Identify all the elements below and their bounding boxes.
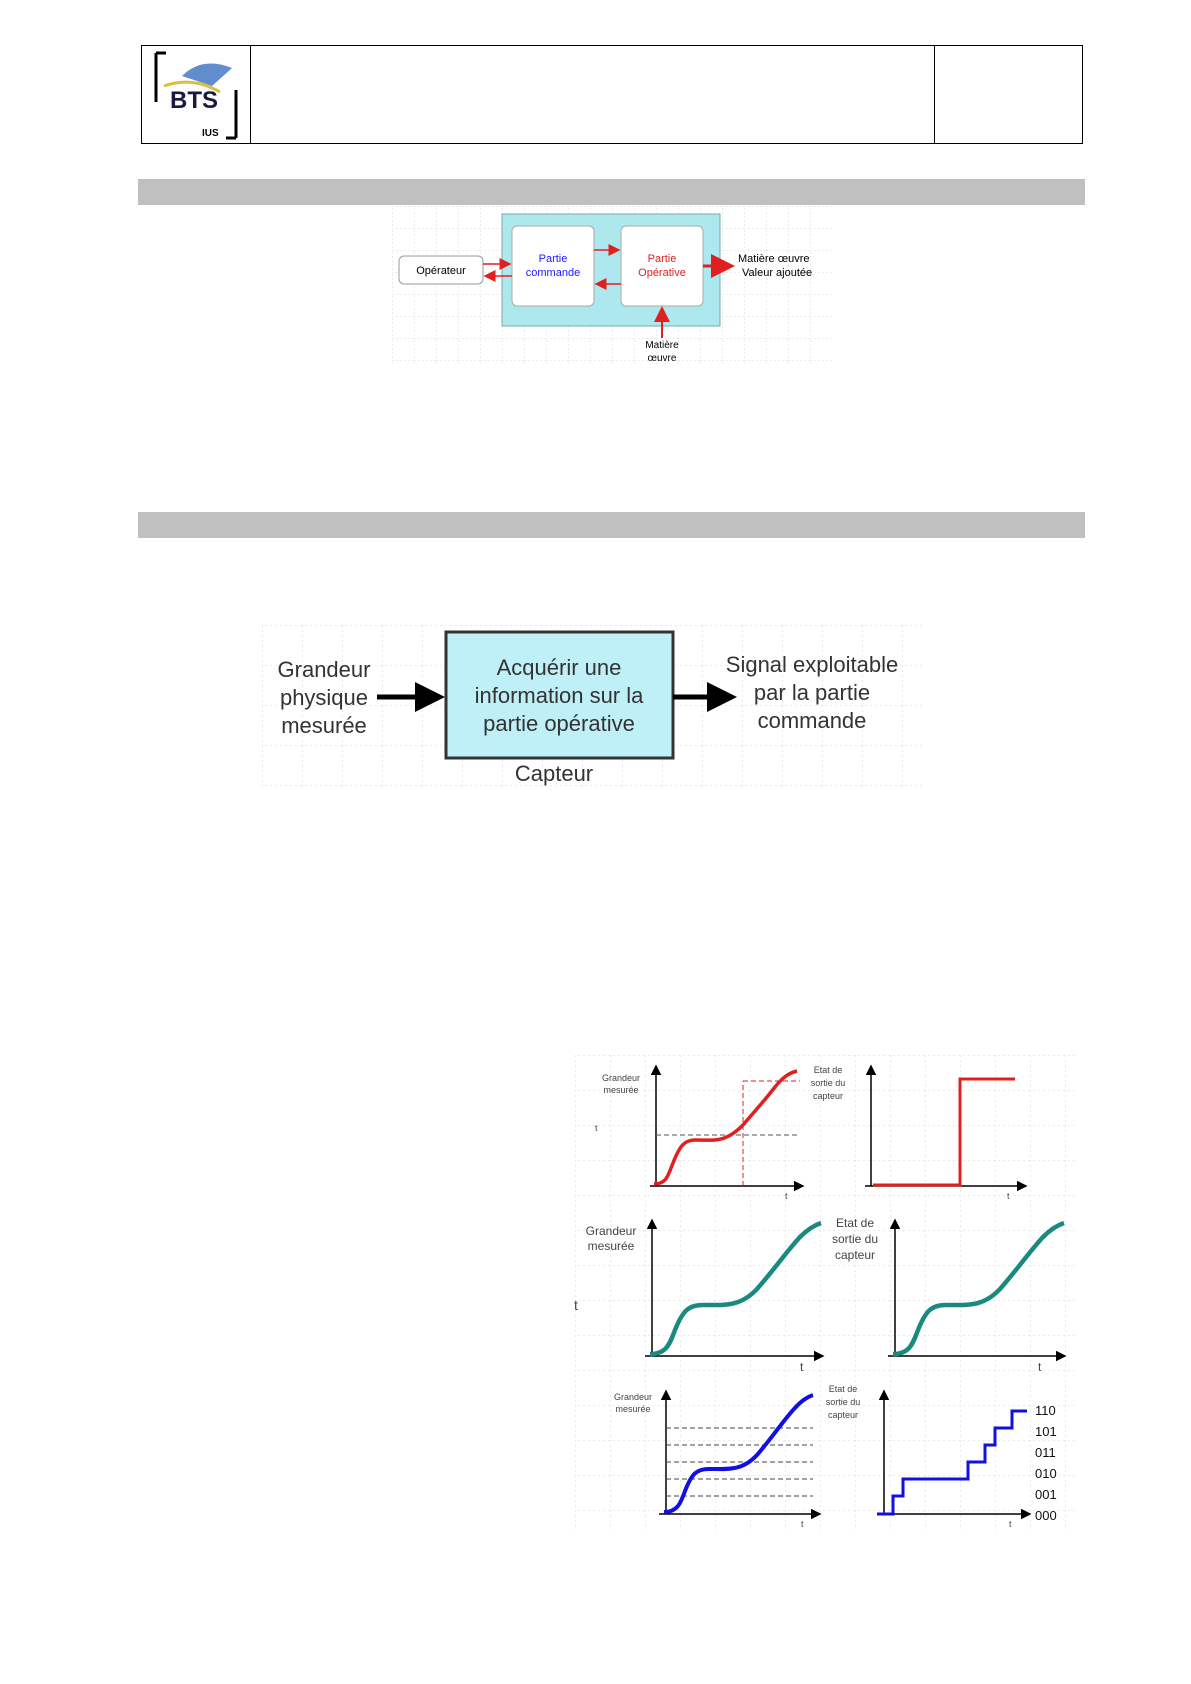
output-line-1: Signal exploitable (725, 652, 899, 677)
r1-right-label-3: capteur (812, 1091, 844, 1101)
section-bar-1 (138, 179, 1085, 205)
partie-commande-label-2: commande (525, 267, 581, 279)
section-bar-2 (138, 512, 1085, 538)
header-right-cell (934, 46, 1082, 143)
r3-left-label-1: Grandeur (613, 1392, 653, 1402)
capteur-caption: Capteur (514, 761, 594, 786)
header-table (141, 45, 1083, 144)
partie-operative-label-2: Opérative (638, 267, 686, 279)
partie-commande-box (512, 226, 594, 306)
r3-left-t: t (801, 1519, 804, 1529)
bts-logo (142, 46, 250, 144)
r3-right-label-2: sortie du (825, 1397, 861, 1407)
entree-label-1: Matière (645, 340, 679, 351)
code-001: 001 (1035, 1487, 1057, 1502)
r3-right-label-1: Etat de (828, 1384, 858, 1394)
code-101: 101 (1035, 1424, 1057, 1439)
code-011: 011 (1035, 1445, 1056, 1460)
r3-left-label-2: mesurée (615, 1404, 651, 1414)
partie-operative-label-1: Partie (647, 253, 677, 265)
r1-right-label-1: Etat de (813, 1065, 843, 1075)
operateur-label: Opérateur (416, 265, 466, 277)
partie-commande-label-1: Partie (538, 253, 568, 265)
r2-right-label-2: sortie du (831, 1232, 879, 1246)
input-line-1: Grandeur (277, 657, 371, 682)
r1-threshold: t (595, 1123, 598, 1133)
sensor-graphs (575, 1055, 1075, 1531)
logo-cell (142, 46, 251, 143)
capteur-diagram (262, 625, 922, 790)
output-line-3: commande (757, 708, 867, 733)
r1-left-t: t (785, 1191, 788, 1201)
partie-operative-box (621, 226, 703, 306)
system-diagram (392, 206, 832, 366)
r1-left-label-2: mesurée (603, 1085, 639, 1095)
sortie-label-1: Matière œuvre (738, 253, 810, 265)
r1-left-label-1: Grandeur (601, 1073, 641, 1083)
r2-right-t: t (1038, 1360, 1042, 1374)
logo-text: BTS (170, 87, 218, 114)
code-000: 000 (1035, 1508, 1057, 1523)
entree-label-2: œuvre (647, 353, 677, 364)
r3-right-label-3: capteur (827, 1410, 859, 1420)
code-010: 010 (1035, 1466, 1057, 1481)
sortie-label-2: Valeur ajoutée (742, 267, 813, 279)
input-line-3: mesurée (281, 713, 367, 738)
logo-sub: IUS (202, 128, 219, 139)
output-line-2: par la partie (753, 680, 871, 705)
r2-left-label-2: mesurée (587, 1239, 635, 1253)
r2-right-label-1: Etat de (835, 1216, 875, 1230)
r2-left-t: t (800, 1360, 804, 1374)
code-110: 110 (1035, 1403, 1056, 1418)
r3-right-t: t (1009, 1519, 1012, 1529)
r1-right-label-2: sortie du (810, 1078, 846, 1088)
input-line-2: physique (279, 685, 369, 710)
r2-threshold: t (574, 1297, 578, 1313)
box-line-1: Acquérir une (496, 655, 622, 680)
r2-right-label-3: capteur (834, 1248, 876, 1262)
box-line-2: information sur la (474, 683, 644, 708)
r1-right-t: t (1007, 1191, 1010, 1201)
box-line-3: partie opérative (483, 711, 635, 736)
r2-left-label-1: Grandeur (585, 1224, 637, 1238)
